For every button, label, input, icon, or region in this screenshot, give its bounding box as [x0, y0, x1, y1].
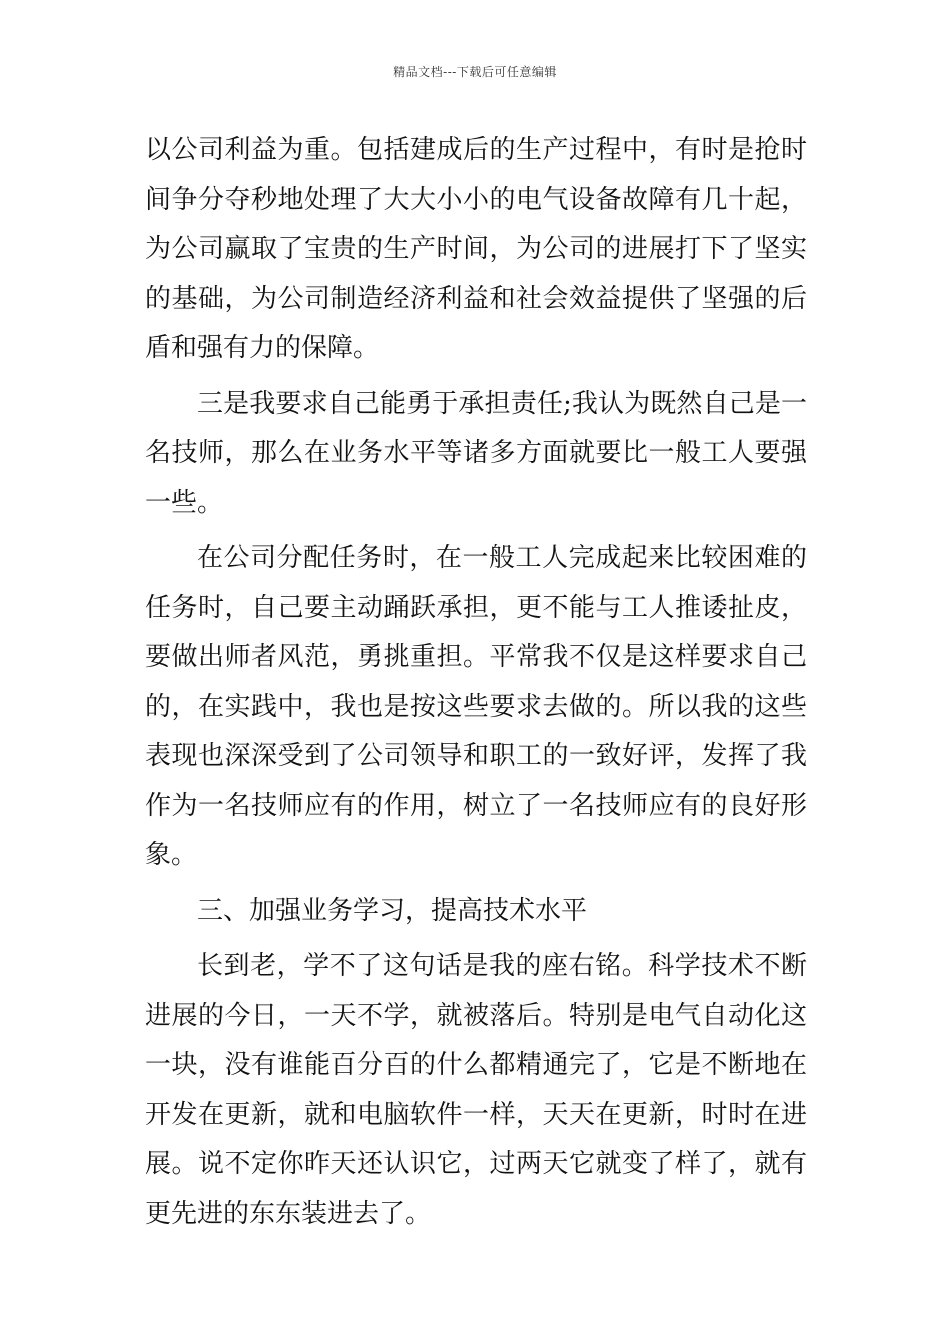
section-heading: 三、加强业务学习，提高技术水平 — [197, 895, 588, 926]
document-body — [145, 126, 807, 1245]
paragraph-2: 三是我要求自己能勇于承担责任;我认为既然自己是一名技师，那么在业务水平等诸多方面就要比一般工人要强一些。 — [145, 388, 807, 518]
paragraph-3: 在公司分配任务时，在一般工人完成起来比较困难的任务时，自己要主动踊跃承担，更不能与工人推诿扯皮，要做出师者风范，勇挑重担。平常我不仅是这样要求自己的，在实践中，我也是按这些要求去做的。所以我的这些表现也深深受到了公司领导和职工的一致好评，发挥了我作为一名技师应有的作用，树立了一名技师应有的良好形象。 — [145, 543, 807, 870]
page-header: 精品文档---下载后可任意编辑 — [393, 65, 557, 79]
paragraph-1: 以公司利益为重。包括建成后的生产过程中，有时是抢时间争分夺秒地处理了大大小小的电气设备故障有几十起，为公司赢取了宝贵的生产时间，为公司的进展打下了坚实的基础，为公司制造经济利益和社会效益提供了坚强的后盾和强有力的保障。 — [145, 135, 807, 363]
paragraph-4: 长到老，学不了这句话是我的座右铭。科学技术不断进展的今日，一天不学，就被落后。特别是电气自动化这一块，没有谁能百分百的什么都精通完了，它是不断地在开发在更新，就和电脑软件一样，天天在更新，时时在进展。说不定你昨天还认识它，过两天它就变了样了，就有更先进的东东装进去了。 — [145, 951, 807, 1229]
